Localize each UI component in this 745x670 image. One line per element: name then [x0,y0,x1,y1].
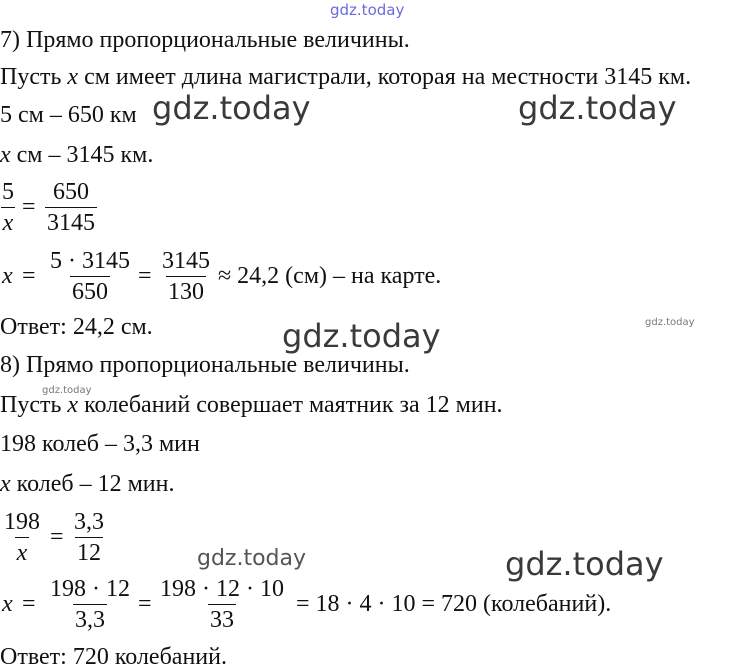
variable-x: x [2,263,13,289]
solution-result: = 18 · 4 · 10 = 720 (колебаний). [296,591,612,617]
problem-7-heading: 7) Прямо пропорциональные величины. [0,27,410,53]
numerator: 3,3 [74,509,104,535]
fraction [48,249,132,304]
fraction [45,180,97,235]
denominator: 130 [166,276,206,304]
watermark: gdz.today [42,385,92,396]
watermark: gdz.today [152,89,311,127]
problem-7-ratio-2 [0,143,153,167]
fraction [160,249,212,304]
equals-sign: = [138,263,152,289]
problem-8-let [0,393,503,417]
fraction [48,577,132,632]
variable-x: x [0,471,11,497]
let-prefix: Пусть [0,392,68,418]
variable-x: x [2,591,13,617]
watermark: gdz.today [282,317,441,355]
ratio-text: см – 3145 км. [10,142,154,168]
watermark: gdz.today [197,546,307,571]
equals-sign: = [138,591,152,617]
fraction [2,510,42,565]
numerator: 198 [4,509,40,535]
denominator: x [1,207,16,235]
problem-8-answer: Ответ: 720 колебаний. [0,644,227,670]
let-text: колебаний совершает маятник за 12 мин. [78,392,503,418]
watermark: gdz.today [518,89,677,127]
let-text: см имеет длина магистрали, которая на местности 3145 км. [78,64,692,90]
denominator: 12 [75,537,103,565]
fraction [72,510,106,565]
numerator: 198 · 12 · 10 [160,576,284,602]
watermark-top: gdz.today [330,1,405,19]
problem-8-ratio-2 [0,472,175,496]
denominator: x [15,537,30,565]
numerator: 198 · 12 [50,576,130,602]
numerator: 5 [2,179,14,205]
denominator: 3145 [45,207,97,235]
variable-x: x [67,392,79,418]
watermark: gdz.today [645,317,695,328]
denominator: 33 [208,604,236,632]
fraction [0,180,16,235]
solution-result: ≈ 24,2 (см) – на карте. [218,263,442,289]
problem-7-ratio-1: 5 см – 650 км [0,102,137,128]
numerator: 3145 [162,248,210,274]
watermark: gdz.today [505,545,664,583]
ratio-text: колеб – 12 мин. [10,471,175,497]
problem-8-heading: 8) Прямо пропорциональные величины. [0,352,410,378]
variable-x: x [67,64,79,90]
let-prefix: Пусть [0,64,68,90]
equals-sign: = [22,194,36,220]
numerator: 5 · 3145 [50,248,130,274]
problem-8-ratio-1: 198 колеб – 3,3 мин [0,431,200,457]
denominator: 3,3 [73,604,107,632]
equals-sign: = [22,263,36,289]
denominator: 650 [70,276,110,304]
equals-sign: = [22,591,36,617]
problem-7-let [0,65,691,89]
problem-7-answer: Ответ: 24,2 см. [0,314,153,340]
fraction [158,577,286,632]
equals-sign: = [50,524,64,550]
variable-x: x [0,142,11,168]
numerator: 650 [53,179,89,205]
